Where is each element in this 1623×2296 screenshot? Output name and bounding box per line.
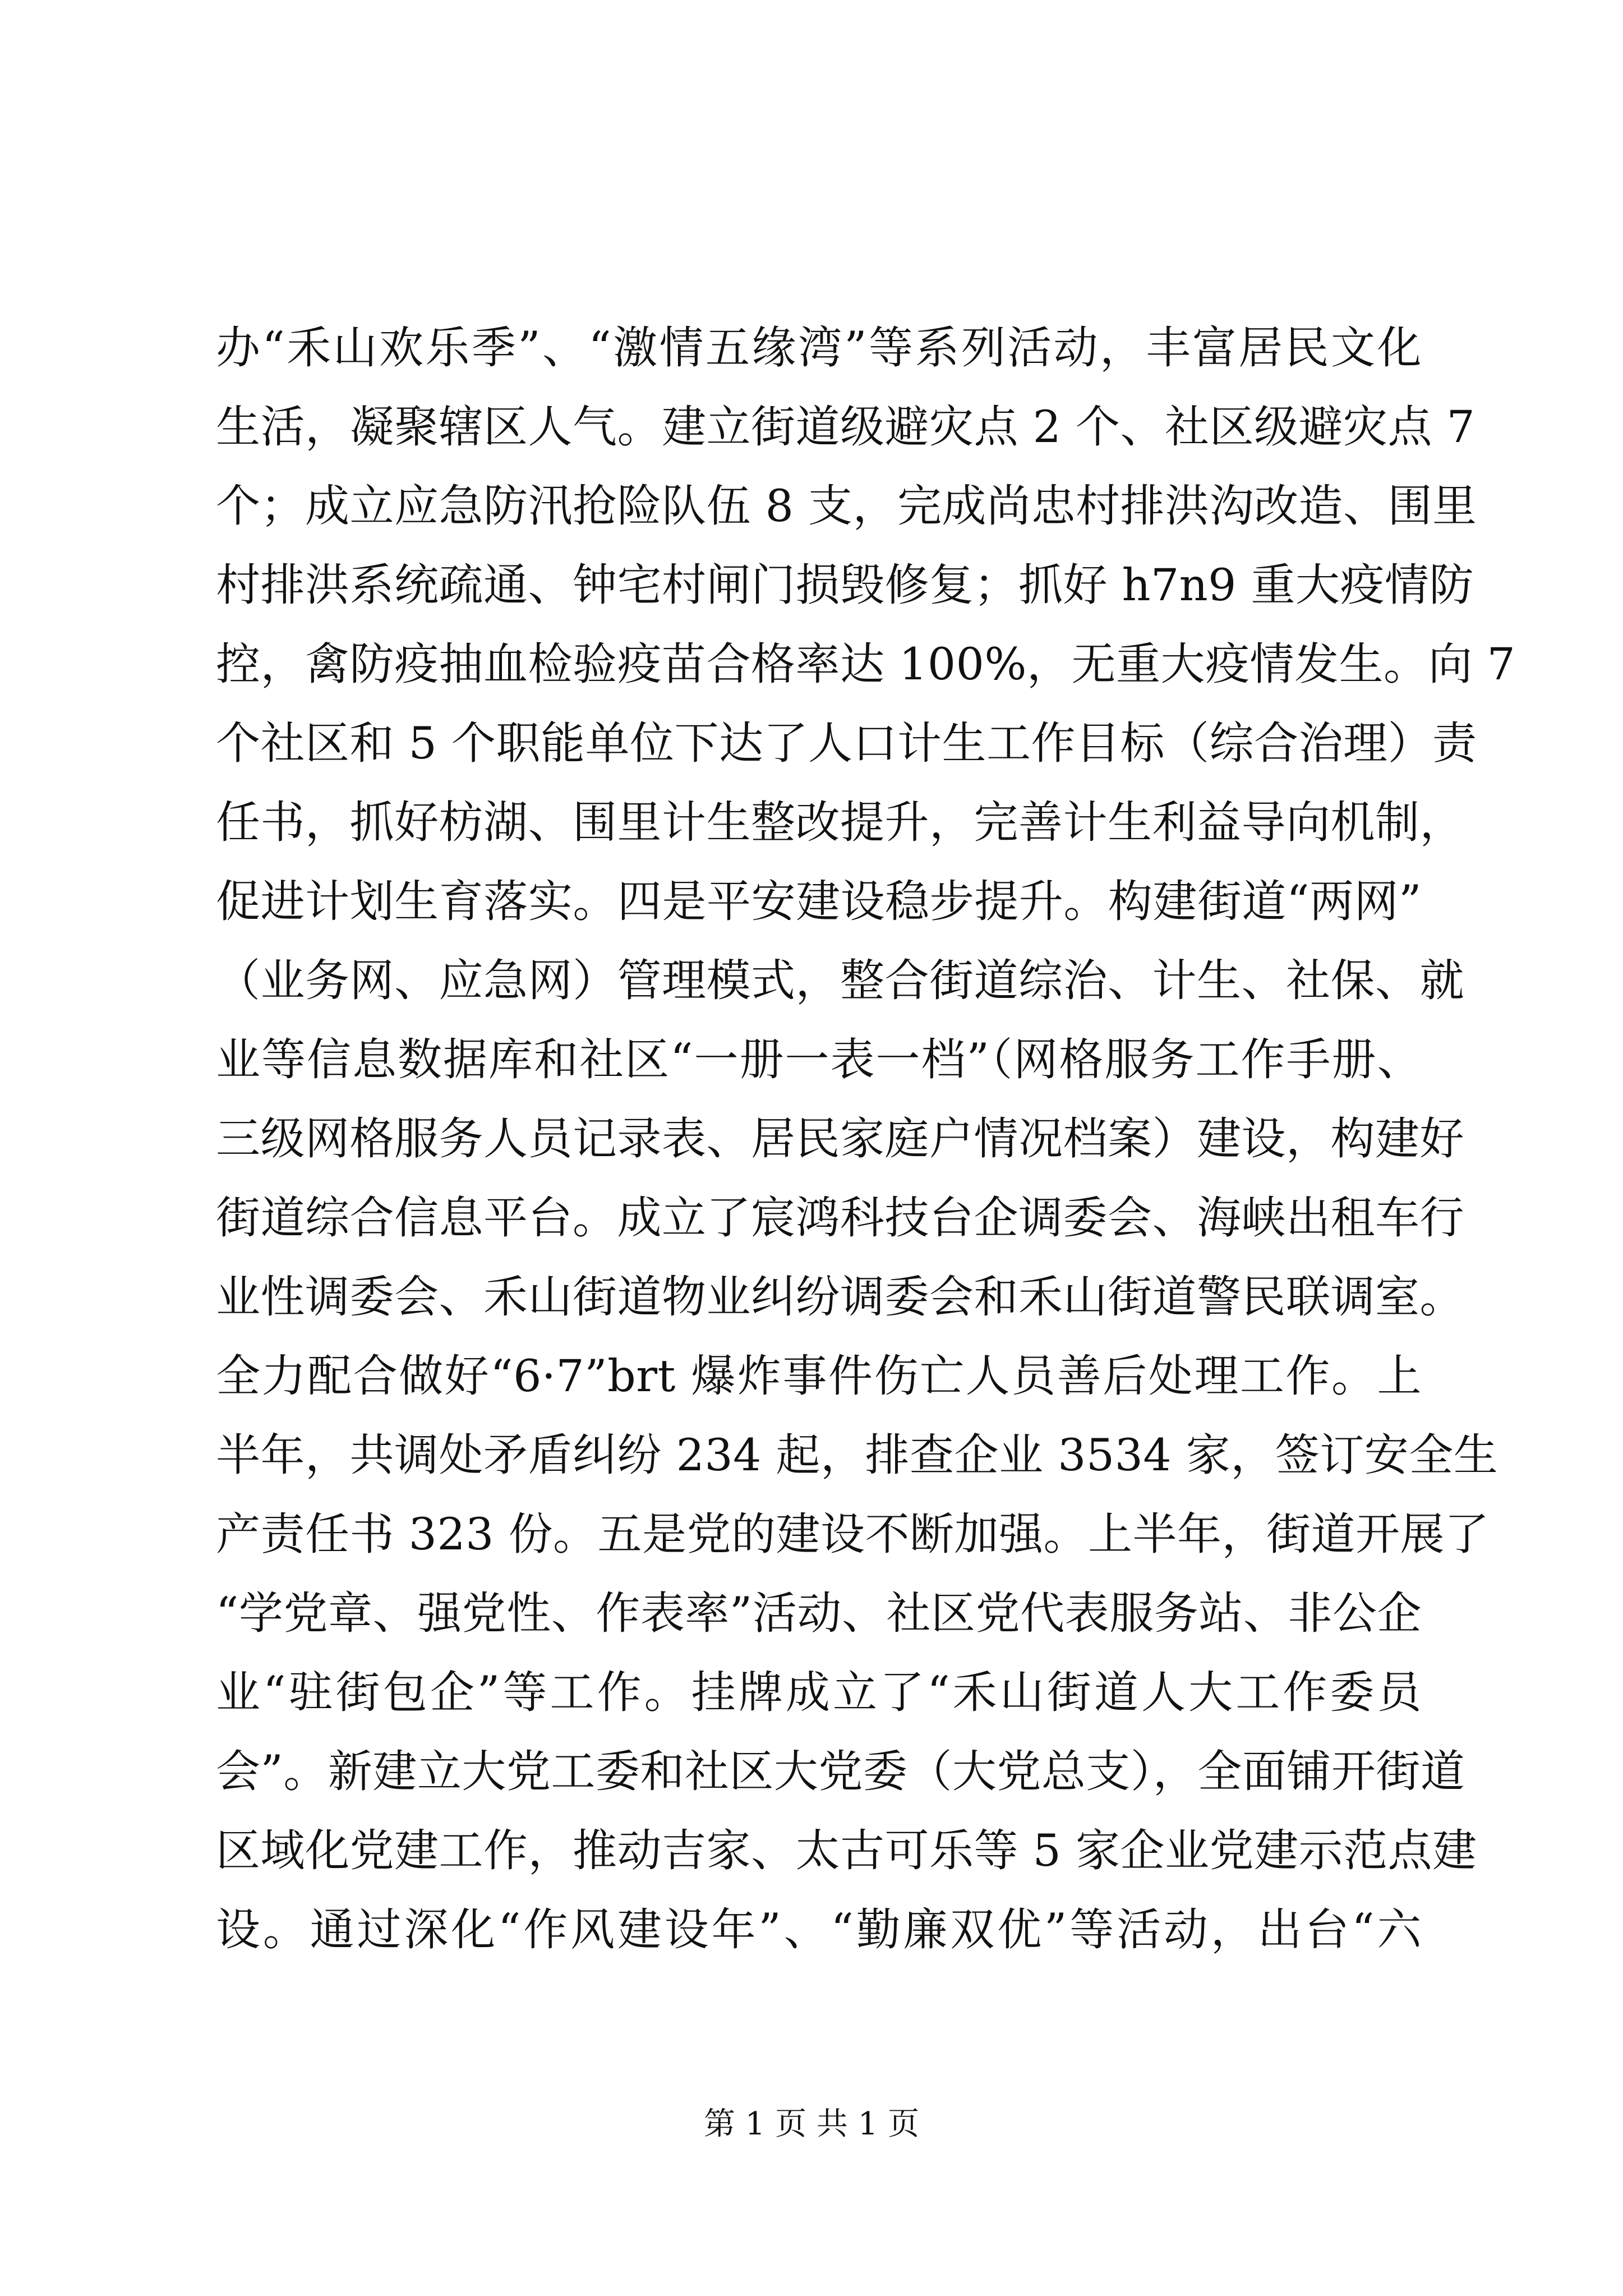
text-line: 会”。新建立大党工委和社区大党委（大党总支），全面铺开街道 bbox=[216, 1746, 1465, 1797]
text-line: 生活，凝聚辖区人气。建立街道级避灾点 2 个、社区级避灾点 7 bbox=[216, 401, 1476, 453]
text-line: 个；成立应急防汛抢险队伍 8 支，完成尚忠村排洪沟改造、围里 bbox=[216, 480, 1477, 532]
text-line: 任书，抓好枋湖、围里计生整改提升，完善计生利益导向机制， bbox=[216, 797, 1464, 848]
text-line: 三级网格服务人员记录表、居民家庭户情况档案）建设，构建好 bbox=[216, 1113, 1464, 1165]
text-line: 村排洪系统疏通、钟宅村闸门损毁修复；抓好 h7n9 重大疫情防 bbox=[216, 559, 1474, 611]
text-line: 全力配合做好“6·7”brt 爆炸事件伤亡人员善后处理工作。上 bbox=[216, 1350, 1422, 1402]
text-line: 业“驻街包企”等工作。挂牌成立了“禾山街道人大工作委员 bbox=[216, 1667, 1422, 1718]
page-number-label: 第 1 页 共 1 页 bbox=[703, 2106, 920, 2142]
text-line: （业务网、应急网）管理模式，整合街道综治、计生、社保、就 bbox=[216, 955, 1464, 1006]
text-line: 控，禽防疫抽血检验疫苗合格率达 100%，无重大疫情发生。向 7 bbox=[216, 638, 1516, 690]
page-footer bbox=[0, 2105, 1623, 2144]
text-line: 产责任书 323 份。五是党的建设不断加强。上半年，街道开展了 bbox=[216, 1508, 1490, 1560]
text-line: 促进计划生育落实。四是平安建设稳步提升。构建街道“两网” bbox=[216, 876, 1422, 927]
text-line: 办“禾山欢乐季”、“激情五缘湾”等系列活动，丰富居民文化 bbox=[216, 322, 1422, 374]
text-line: 个社区和 5 个职能单位下达了人口计生工作目标（综合治理）责 bbox=[216, 717, 1477, 769]
text-line: 半年，共调处矛盾纠纷 234 起，排查企业 3534 家，签订安全生 bbox=[216, 1429, 1498, 1481]
text-line: 设。通过深化“作风建设年”、“勤廉双优”等活动，出台“六 bbox=[216, 1904, 1422, 1955]
text-line: 业等信息数据库和社区“一册一表一档”（网格服务工作手册、 bbox=[216, 1034, 1422, 1085]
body-text bbox=[216, 309, 1516, 1970]
text-line: 区域化党建工作，推动吉家、太古可乐等 5 家企业党建示范点建 bbox=[216, 1825, 1477, 1876]
text-line: “学党章、强党性、作表率”活动、社区党代表服务站、非公企 bbox=[216, 1588, 1422, 1639]
text-line: 街道综合信息平台。成立了宸鸿科技台企调委会、海峡出租车行 bbox=[216, 1192, 1464, 1244]
text-line: 业性调委会、禾山街道物业纠纷调委会和禾山街道警民联调室。 bbox=[216, 1271, 1464, 1323]
